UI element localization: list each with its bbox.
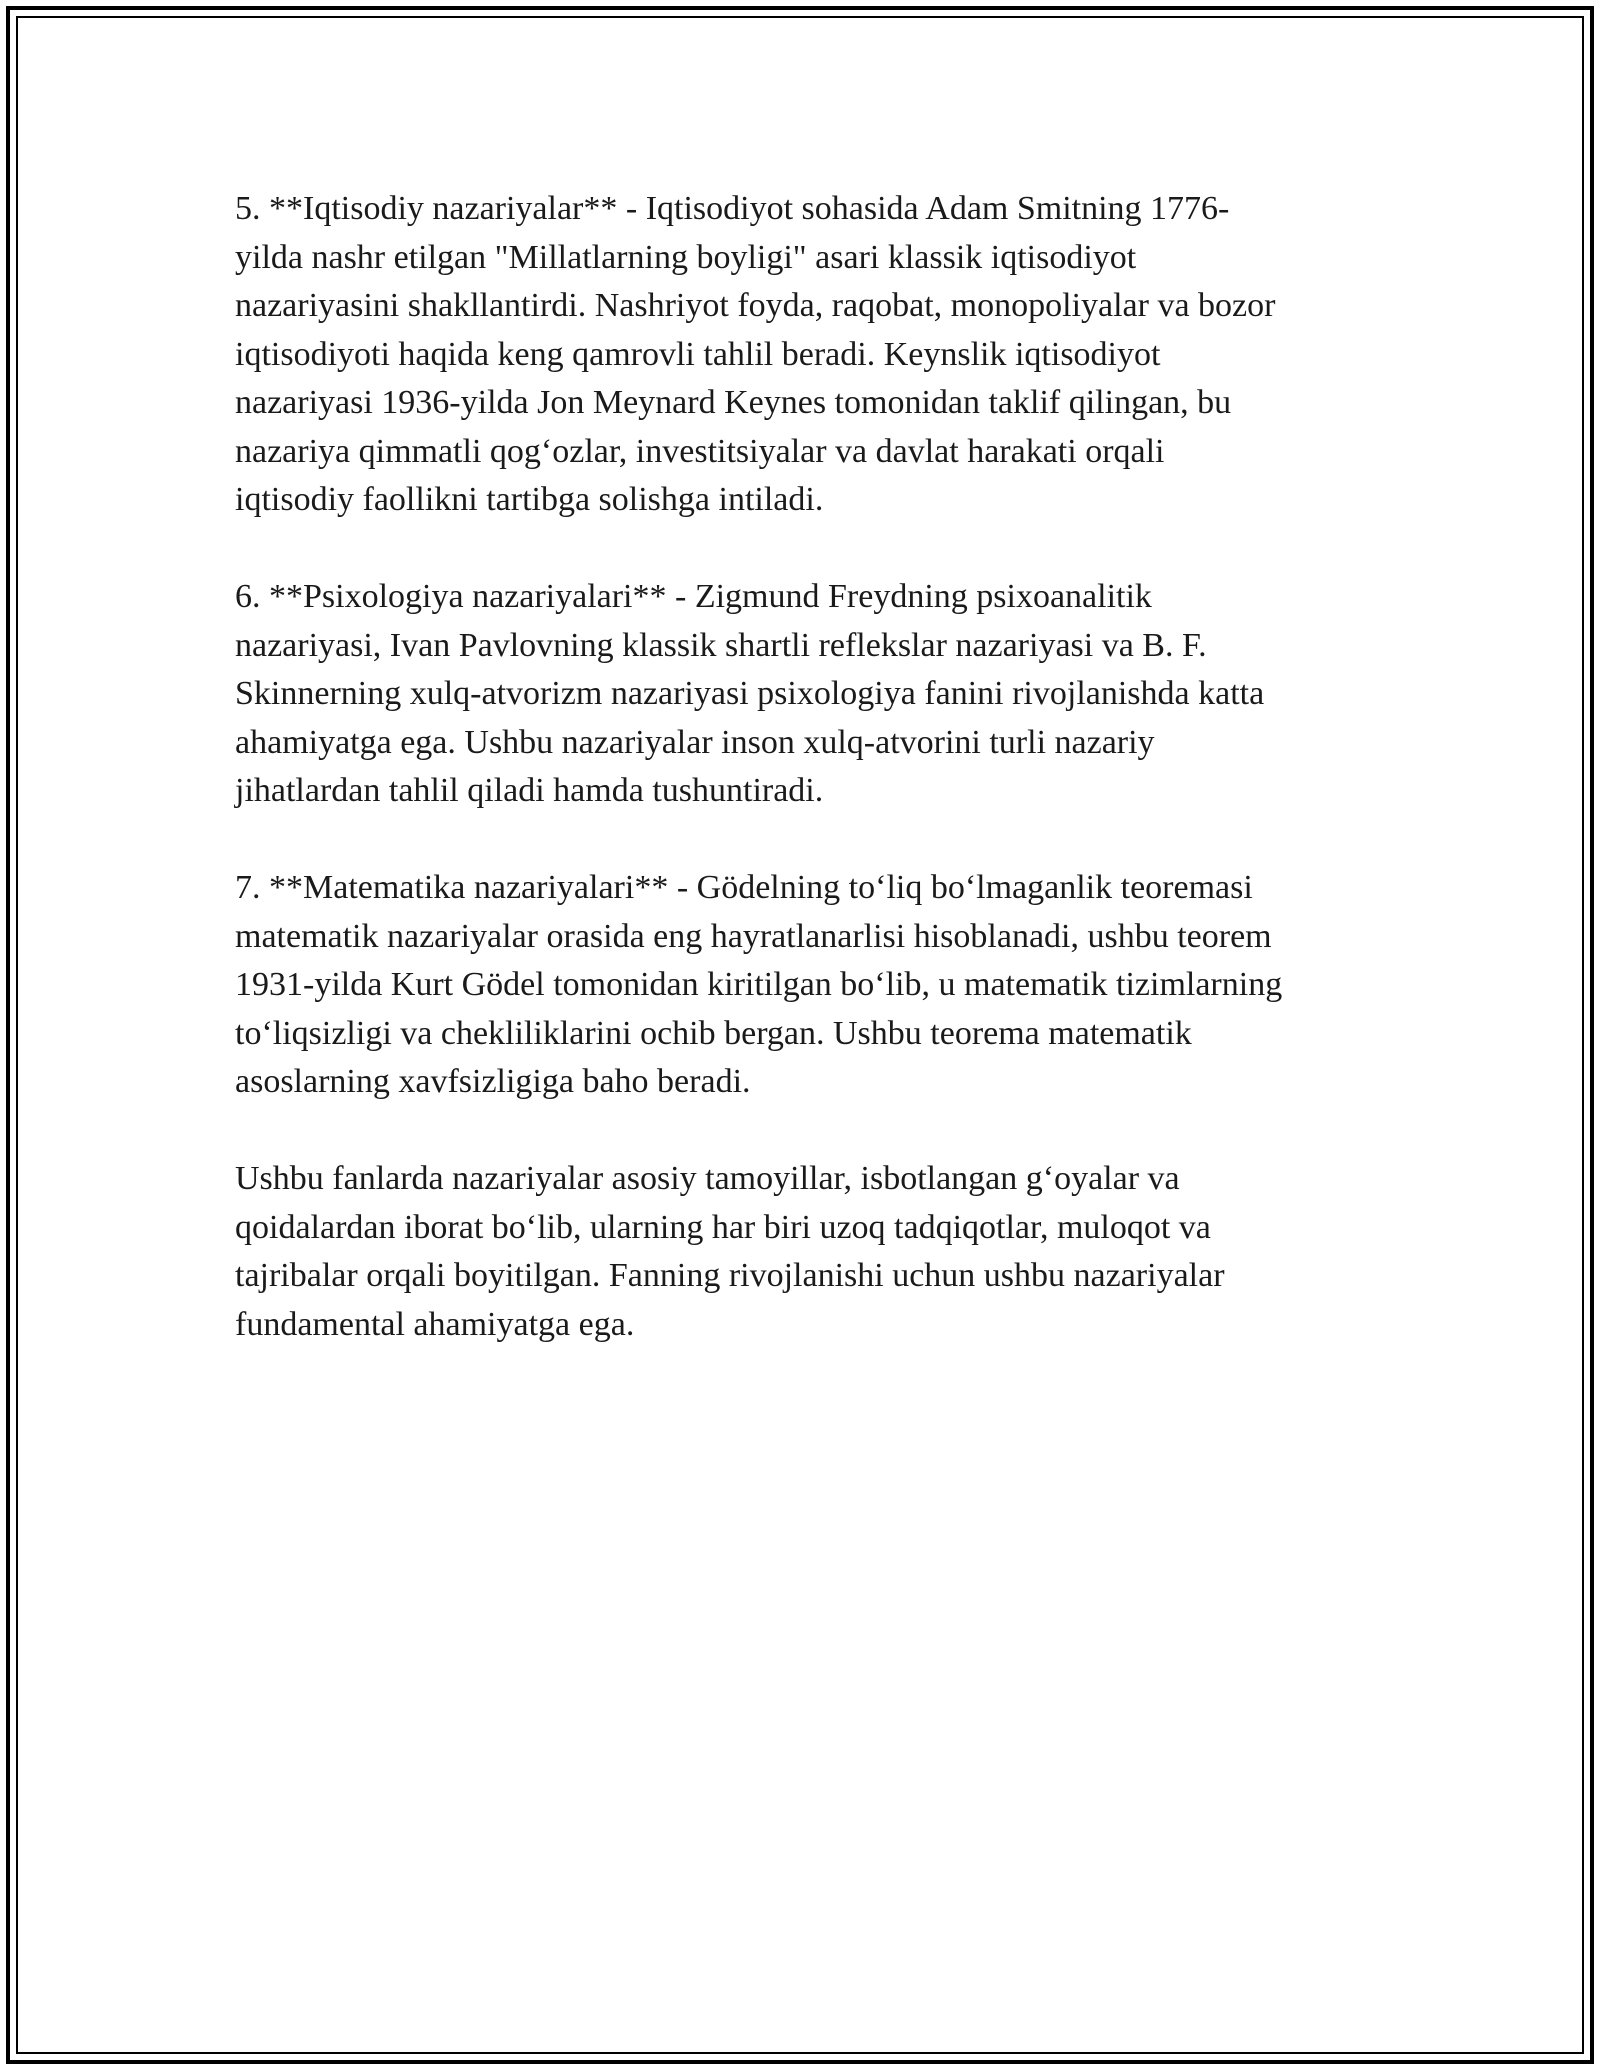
paragraph-mathematics-theories: 7. **Matematika nazariyalari** - Gödelning to‘liq bo‘lmaganlik teoremasi matematik nazariyalar orasida eng hayratlanarlisi hisoblanadi, ushbu teorem 1931-yilda Kurt Gödel tomonidan kiritilgan bo‘lib, u matematik tizimlarning to‘liqsizligi va chekliliklarini ochib bergan. Ushbu teorema matematik asoslarning xavfsizligiga baho beradi. <box>235 869 1283 1100</box>
paragraph-economic-theories: 5. **Iqtisodiy nazariyalar** - Iqtisodiyot sohasida Adam Smitning 1776- yilda nashr etilgan "Millatlarning boyligi" asari klassik iqtisodiyot nazariyasini shakllantirdi. Nashriyot foyda, raqobat, monopoliyalar va bozor iqtisodiyoti haqida keng qamrovli tahlil beradi. Keynslik iqtisodiyot nazariyasi 1936-yilda Jon Meynard Keynes tomonidan taklif qilingan, bu nazariya qimmatli qog‘ozlar, investitsiyalar va davlat harakati orqali iqtisodiy faollikni tartibga solishga intiladi. <box>235 190 1276 518</box>
paragraph-conclusion: Ushbu fanlarda nazariyalar asosiy tamoyillar, isbotlangan g‘oyalar va qoidalardan iborat bo‘lib, ularning har biri uzoq tadqiqotlar, muloqot va tajribalar orqali boyitilgan. Fanning rivojlanishi uchun ushbu nazariyalar fundamental ahamiyatga ega. <box>235 1160 1225 1343</box>
paragraph-psychology-theories: 6. **Psixologiya nazariyalari** - Zigmund Freydning psixoanalitik nazariyasi, Ivan Pavlovning klassik shartli reflekslar nazariyasi va B. F. Skinnerning xulq-atvorizm nazariyasi psixologiya fanini rivojlanishda katta ahamiyatga ega. Ushbu nazariyalar inson xulq-atvorini turli nazariy jihatlardan tahlil qiladi hamda tushuntiradi. <box>235 578 1265 809</box>
document-body <box>235 185 1375 1398</box>
